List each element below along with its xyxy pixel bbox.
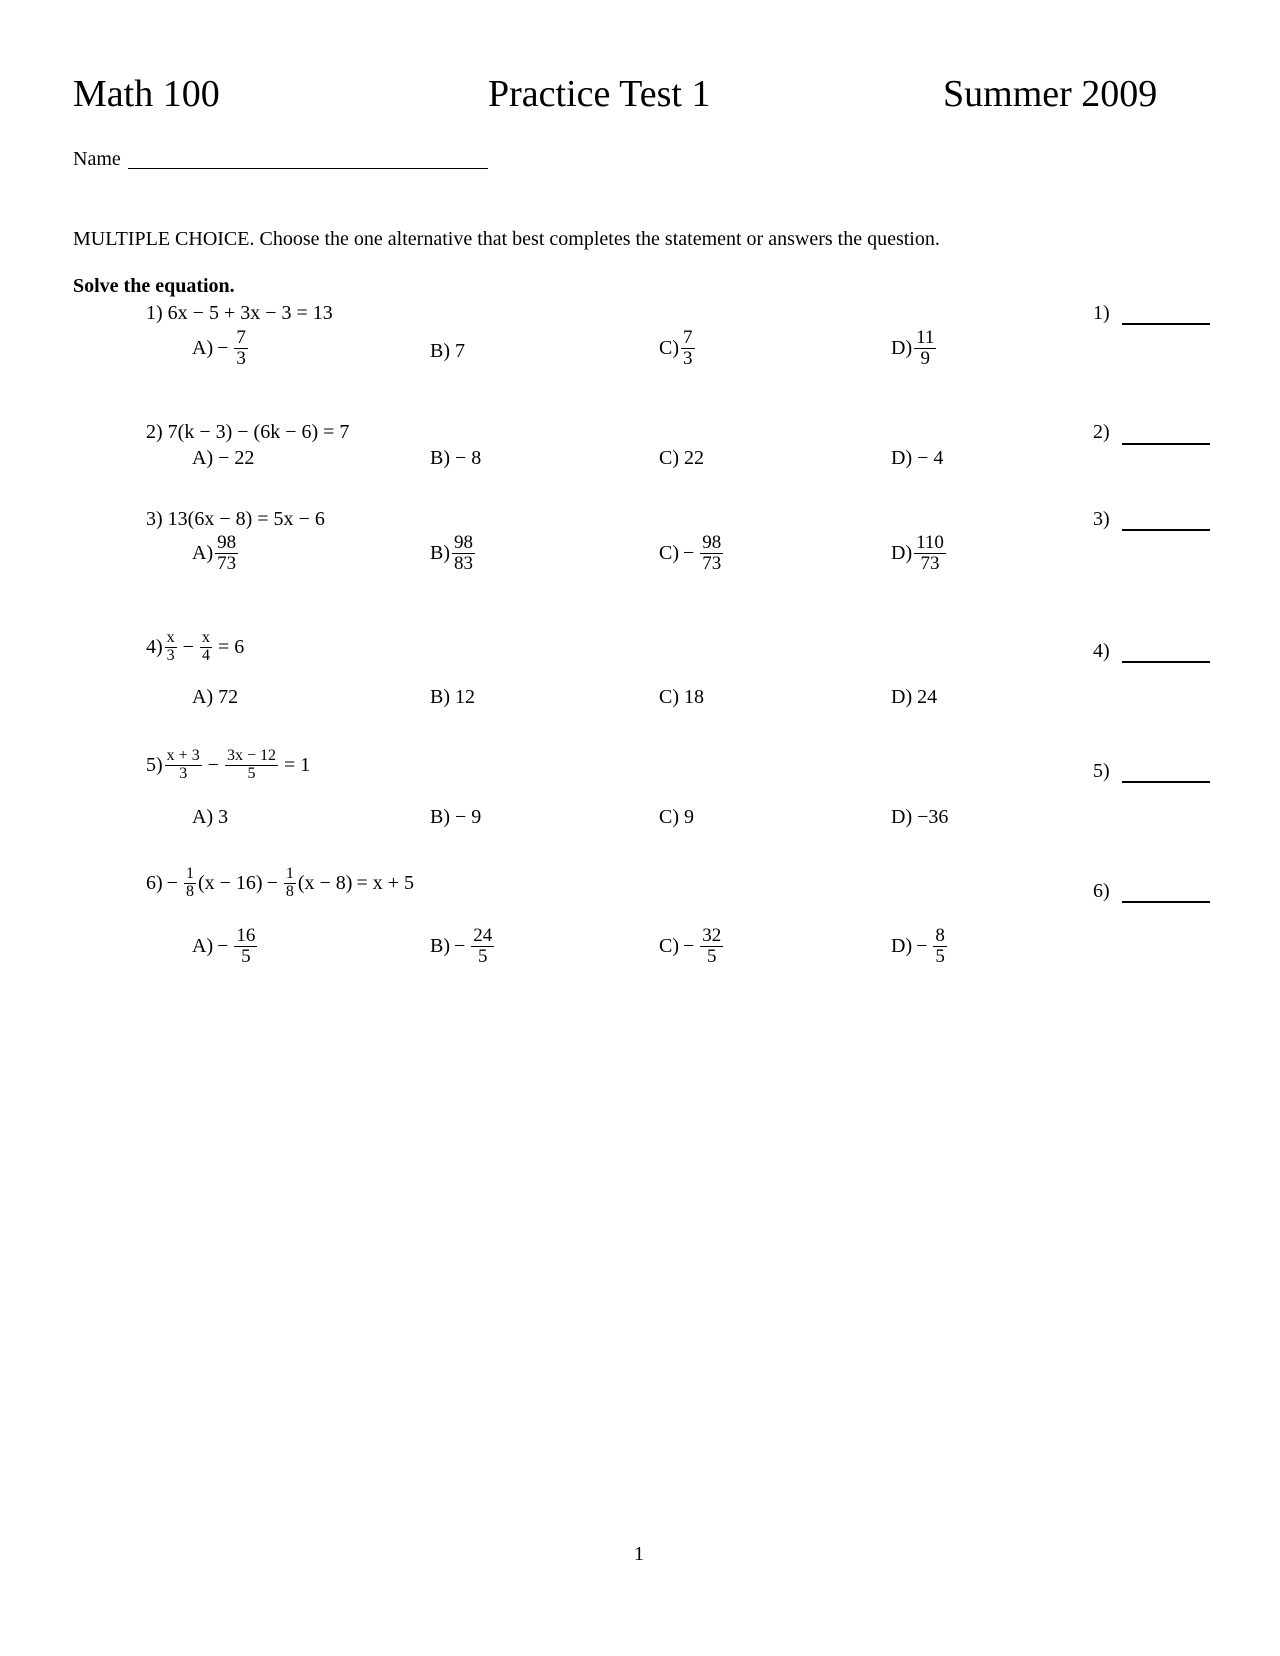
- denominator: 5: [935, 945, 945, 967]
- choice-label: B): [430, 340, 450, 362]
- answer-label-2: 2): [1093, 421, 1110, 443]
- choice-value: 7: [455, 340, 465, 362]
- choice-label: D): [891, 686, 913, 708]
- denominator: 4: [201, 646, 210, 664]
- choice-label: B): [430, 447, 450, 469]
- choice-label: D): [891, 934, 913, 957]
- answer-label-1: 1): [1093, 302, 1110, 324]
- choice-5b[interactable]: [430, 806, 481, 829]
- choice-label: C): [659, 934, 679, 957]
- choice-value: − 4: [917, 447, 944, 469]
- numerator: x: [201, 629, 210, 646]
- expression-part: (x − 8): [297, 871, 353, 894]
- numerator: 24: [473, 925, 493, 946]
- numerator: 1: [185, 865, 194, 882]
- choice-label: C): [659, 336, 679, 359]
- denominator: 83: [454, 552, 473, 574]
- name-label: Name: [73, 148, 121, 170]
- choice-value: 24: [917, 686, 938, 708]
- choice-value: − 22: [218, 447, 255, 469]
- numerator: 16: [236, 925, 256, 946]
- term-label: Summer 2009: [943, 73, 1158, 115]
- choice-label: D): [891, 806, 913, 828]
- choice-value: 9: [684, 806, 694, 828]
- numerator: 11: [916, 327, 935, 348]
- question-5: [146, 748, 314, 783]
- fraction: [234, 328, 248, 369]
- numerator: x + 3: [166, 747, 200, 764]
- instructions: MULTIPLE CHOICE. Choose the one alternative that best completes the statement or answers the question.: [73, 228, 940, 250]
- numerator: 1: [285, 865, 294, 882]
- answer-label-6: 6): [1093, 880, 1110, 902]
- choice-value: 72: [218, 686, 239, 708]
- question-4: [146, 630, 248, 665]
- minus-sign: −: [217, 336, 229, 359]
- fraction: [681, 328, 695, 369]
- choice-5c[interactable]: [659, 806, 694, 829]
- minus-sign: −: [182, 635, 194, 658]
- numerator: 3x − 12: [226, 747, 277, 764]
- fraction: [700, 926, 723, 967]
- minus-sign: −: [166, 871, 178, 894]
- choice-3b[interactable]: [430, 533, 477, 574]
- denominator: 3: [166, 646, 175, 664]
- fraction: [284, 866, 296, 901]
- denominator: 3: [683, 347, 693, 369]
- denominator: 5: [247, 764, 256, 782]
- choice-value: 22: [684, 447, 704, 469]
- choice-3a[interactable]: [192, 533, 240, 574]
- choice-label: B): [430, 686, 450, 708]
- minus-sign: −: [207, 753, 219, 776]
- fraction: [184, 866, 196, 901]
- fraction: [933, 926, 947, 967]
- denominator: 3: [236, 347, 246, 369]
- choice-2a[interactable]: [192, 447, 254, 470]
- fraction: [215, 533, 238, 574]
- choice-value: − 8: [455, 447, 482, 469]
- fraction: [471, 926, 494, 967]
- denominator: 8: [185, 882, 194, 900]
- fraction: [165, 630, 177, 665]
- choice-label: D): [891, 541, 913, 564]
- question-1: [146, 302, 333, 325]
- numerator: 7: [236, 327, 246, 348]
- choice-label: B): [430, 934, 450, 957]
- choice-3c[interactable]: [659, 533, 725, 574]
- choice-3d[interactable]: [891, 533, 948, 574]
- section-heading: Solve the equation.: [73, 275, 235, 297]
- choice-value: −36: [917, 806, 949, 828]
- choice-6b[interactable]: [430, 926, 496, 967]
- choice-value: − 9: [455, 806, 482, 828]
- question-number: 4): [146, 635, 163, 658]
- expression-part: (x − 16): [197, 871, 263, 894]
- choice-value: 12: [455, 686, 475, 708]
- denominator: 5: [707, 945, 717, 967]
- fraction: [700, 533, 723, 574]
- numerator: x: [166, 629, 175, 646]
- equation-rhs: = 1: [284, 753, 311, 776]
- choice-5a[interactable]: [192, 806, 228, 829]
- choice-4b[interactable]: [430, 686, 475, 709]
- page-number: 1: [634, 1543, 644, 1565]
- fraction: [914, 533, 946, 574]
- minus-sign: −: [683, 934, 695, 957]
- denominator: 9: [920, 347, 930, 369]
- fraction: [234, 926, 257, 967]
- denominator: 73: [920, 552, 940, 574]
- answer-blank-1[interactable]: [1122, 323, 1210, 325]
- question-6: [146, 866, 418, 901]
- choice-6c[interactable]: [659, 926, 725, 967]
- choice-label: B): [430, 541, 450, 564]
- denominator: 73: [217, 552, 237, 574]
- choice-label: A): [192, 806, 214, 828]
- question-equation: 7(k − 3) − (6k − 6) = 7: [167, 421, 350, 443]
- minus-sign: −: [454, 934, 466, 957]
- question-number: 5): [146, 753, 163, 776]
- page-title: Practice Test 1: [488, 73, 711, 115]
- minus-sign: −: [266, 871, 278, 894]
- choice-value: 18: [684, 686, 704, 708]
- choice-label: C): [659, 806, 679, 828]
- choice-label: A): [192, 541, 214, 564]
- denominator: 73: [702, 552, 722, 574]
- denominator: 3: [179, 764, 188, 782]
- minus-sign: −: [916, 934, 928, 957]
- numerator: 7: [683, 327, 693, 348]
- denominator: 5: [241, 945, 251, 967]
- numerator: 110: [916, 532, 944, 553]
- choice-value: 3: [218, 806, 229, 828]
- choice-label: C): [659, 447, 679, 469]
- minus-sign: −: [683, 541, 695, 564]
- answer-label-3: 3): [1093, 508, 1110, 530]
- choice-label: A): [192, 934, 214, 957]
- fraction: [452, 533, 475, 574]
- choice-2c[interactable]: [659, 447, 704, 470]
- question-number: 1): [146, 302, 163, 324]
- answer-blank-6[interactable]: [1122, 901, 1210, 903]
- choice-1c[interactable]: [659, 328, 697, 369]
- choice-4c[interactable]: [659, 686, 704, 709]
- question-equation: 13(6x − 8) = 5x − 6: [167, 508, 325, 530]
- answer-blank-3[interactable]: [1122, 529, 1210, 531]
- course-title: Math 100: [73, 73, 220, 115]
- question-2: [146, 421, 349, 444]
- equation-rhs: = x + 5: [356, 871, 415, 894]
- question-number: 6): [146, 871, 163, 894]
- choice-6d[interactable]: [891, 926, 949, 967]
- choice-label: D): [891, 336, 913, 359]
- choice-label: A): [192, 336, 214, 359]
- choice-label: B): [430, 806, 450, 828]
- numerator: 98: [454, 532, 473, 553]
- answer-blank-4[interactable]: [1122, 661, 1210, 663]
- equation-rhs: = 6: [217, 635, 245, 658]
- answer-blank-2[interactable]: [1122, 443, 1210, 445]
- question-number: 3): [146, 508, 163, 530]
- name-input-line[interactable]: [128, 168, 488, 169]
- choice-1d[interactable]: [891, 328, 938, 369]
- choice-6a[interactable]: [192, 926, 259, 967]
- answer-blank-5[interactable]: [1122, 781, 1210, 783]
- answer-label-4: 4): [1093, 640, 1110, 662]
- choice-label: A): [192, 447, 214, 469]
- denominator: 5: [478, 945, 488, 967]
- choice-label: C): [659, 541, 679, 564]
- minus-sign: −: [217, 934, 229, 957]
- fraction: [200, 630, 212, 665]
- numerator: 98: [217, 532, 237, 553]
- fraction: [225, 748, 278, 783]
- denominator: 8: [285, 882, 294, 900]
- choice-label: D): [891, 447, 913, 469]
- question-number: 2): [146, 421, 163, 443]
- choice-2d[interactable]: [891, 447, 943, 470]
- choice-label: C): [659, 686, 679, 708]
- answer-label-5: 5): [1093, 760, 1110, 782]
- numerator: 98: [702, 532, 722, 553]
- question-equation: 6x − 5 + 3x − 3 = 13: [167, 302, 333, 324]
- choice-5d[interactable]: [891, 806, 948, 829]
- fraction: [914, 328, 936, 369]
- choice-2b[interactable]: [430, 447, 481, 470]
- choice-4a[interactable]: [192, 686, 238, 709]
- choice-1a[interactable]: [192, 328, 250, 369]
- choice-4d[interactable]: [891, 686, 937, 709]
- fraction: [165, 748, 202, 783]
- question-3: [146, 508, 325, 531]
- numerator: 32: [702, 925, 722, 946]
- choice-label: A): [192, 686, 214, 708]
- numerator: 8: [935, 925, 945, 946]
- choice-1b[interactable]: [430, 340, 465, 363]
